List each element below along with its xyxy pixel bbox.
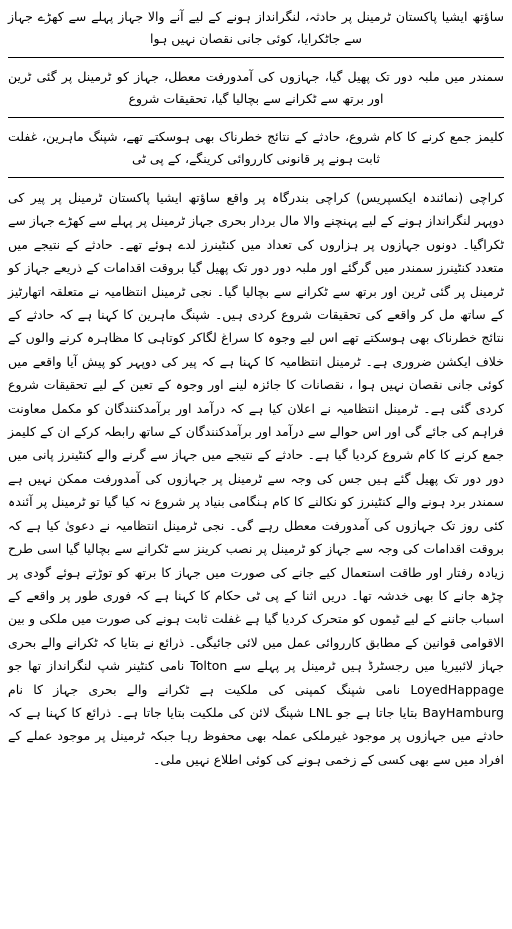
headline-1: ساؤتھ ایشیا پاکستان ٹرمینل پر حادثہ، لنگرانداز ہونے کے لیے آنے والا جہاز پہلے سے کھڑے جہاز سے جاٹکرایا، کوئی جانی نقصان نہیں ہوا: [8, 9, 504, 46]
headline-3: کلیمز جمع کرنے کا کام شروع، حادثے کے نتائج خطرناک بھی ہوسکتے تھے، شپنگ ماہرین، غفلت ثابت ہونے پر قانونی کارروائی کرینگے، کے پی ٹی: [8, 129, 504, 166]
headline-divider-3: [8, 177, 504, 178]
headline-divider-1: [8, 57, 504, 58]
headline-2: سمندر میں ملبہ دور تک پھیل گیا، جہازوں کی آمدورفت معطل، جہاز کو ٹرمینل پر گئی ٹرین اور برتھ سے ٹکرانے سے بچالیا گیا، تحقیقات شروع: [8, 69, 504, 106]
headline-divider-2: [8, 117, 504, 118]
article-body: کراچی (نمائندہ ایکسپریس) کراچی بندرگاہ پر واقع ساؤتھ ایشیا پاکستان ٹرمینل پر پیر کی دوپہر لنگرانداز ہونے کے لیے پہنچنے والا مال بردار بحری جہاز ٹرمینل پر پہلے سے کھڑے جہاز سے ٹکراگیا۔ دونوں جہازوں پر ہزاروں کی تعداد میں کنٹینرز لدے ہوئے تھے۔ حادثے کے نتیجے میں متعدد کنٹینرز سمندر میں گرگئے اور ملبہ دور دور تک پھیل گیا بروقت اقدامات کے ذریعے جہاز کو ٹرمینل پر گئی ٹرین اور برتھ سے ٹکرانے سے بچالیا گیا۔ نجی ٹرمینل انتظامیہ نے متعلقہ اتھارٹیز کے ساتھ مل کر واقعے کی تحقیقات شروع کردی ہیں۔ شپنگ ماہرین کا کہنا ہے کہ حادثے کے نتائج خطرناک بھی ہوسکتے تھے اس لیے وجوہ کا سراغ لگاکر کوتاہی کا مظاہرہ کرنے والوں کے خلاف ایکشن ضروری ہے۔ ٹرمینل انتظامیہ کا کہنا ہے کہ پیر کی دوپہر کو پیش آیا واقعے میں کوئی جانی نقصان نہیں ہوا ، نقصانات کا جائزہ لینے اور وجوہ کے تعین کے لیے تحقیقات شروع کردی گئی ہے۔ ٹرمینل انتظامیہ نے اعلان کیا ہے کہ درآمد اور برآمدکنندگان کو مکمل معاونت فراہم کی جائے گی اور اس حوالے سے درآمد اور برآمدکنندگان کے ساتھ رابطہ کرکے ان کے کلیمز جمع کرنے کا کام شروع کردیا گیا ہے۔ حادثے کے نتیجے میں جہاز سے گرنے والے کنٹینرز پانی میں دور دور تک پھیل گئے ہیں جس کی وجہ سے ٹرمینل پر جہازوں کی آمدورفت ممکن نہیں ہے سمندر برد ہونے والے کنٹینرز کو نکالنے کا کام ہنگامی بنیاد پر شروع نہ کیا گیا تو ٹرمینل پر آئندہ کئی روز تک جہازوں کی آمدورفت معطل رہے گی۔ نجی ٹرمینل انتظامیہ نے دعویٰ کیا ہے کہ بروقت اقدامات کی وجہ سے جہاز کو ٹرمینل پر نصب کرینز سے ٹکرانے سے بچالیا گیا اسی طرح زیادہ رفتار اور طاقت استعمال کیے جانے کی صورت میں جہاز کا برتھ کو توڑتے ہوئے گودی پر چڑھ جانے کا بھی خدشہ تھا۔ دریں اثنا کے پی ٹی حکام کا کہنا ہے کہ فوری طور پر واقعے کے اسباب جاننے کے لیے ٹیموں کو متحرک کردیا گیا ہے غفلت ثابت ہونے کی صورت میں ملکی و بین الاقوامی قوانین کے مطابق کارروائی عمل میں لائی جائیگی۔ ذرائع نے بتایا کہ ٹکرانے والے بحری جہاز لائبیریا میں رجسٹرڈ ہیں ٹرمینل پر پہلے سے Tolton نامی کنٹینر شپ لنگرانداز تھا جو LoyedHappage نامی شپنگ کمپنی کی ملکیت ہے ٹکرانے والے بحری جہاز کا نام BayHamburg بتایا جاتا ہے جو LNL شپنگ لائن کی ملکیت بتایا جاتا ہے۔ ذرائع کا کہنا ہے کہ حادثے میں جہازوں پر موجود غیرملکی عملہ بھی محفوظ رہا جبکہ ٹرمینل پر موجود عملے کے افراد میں سے بھی کسی کے زخمی ہونے کی کوئی اطلاع نہیں ملی۔: [8, 190, 504, 767]
